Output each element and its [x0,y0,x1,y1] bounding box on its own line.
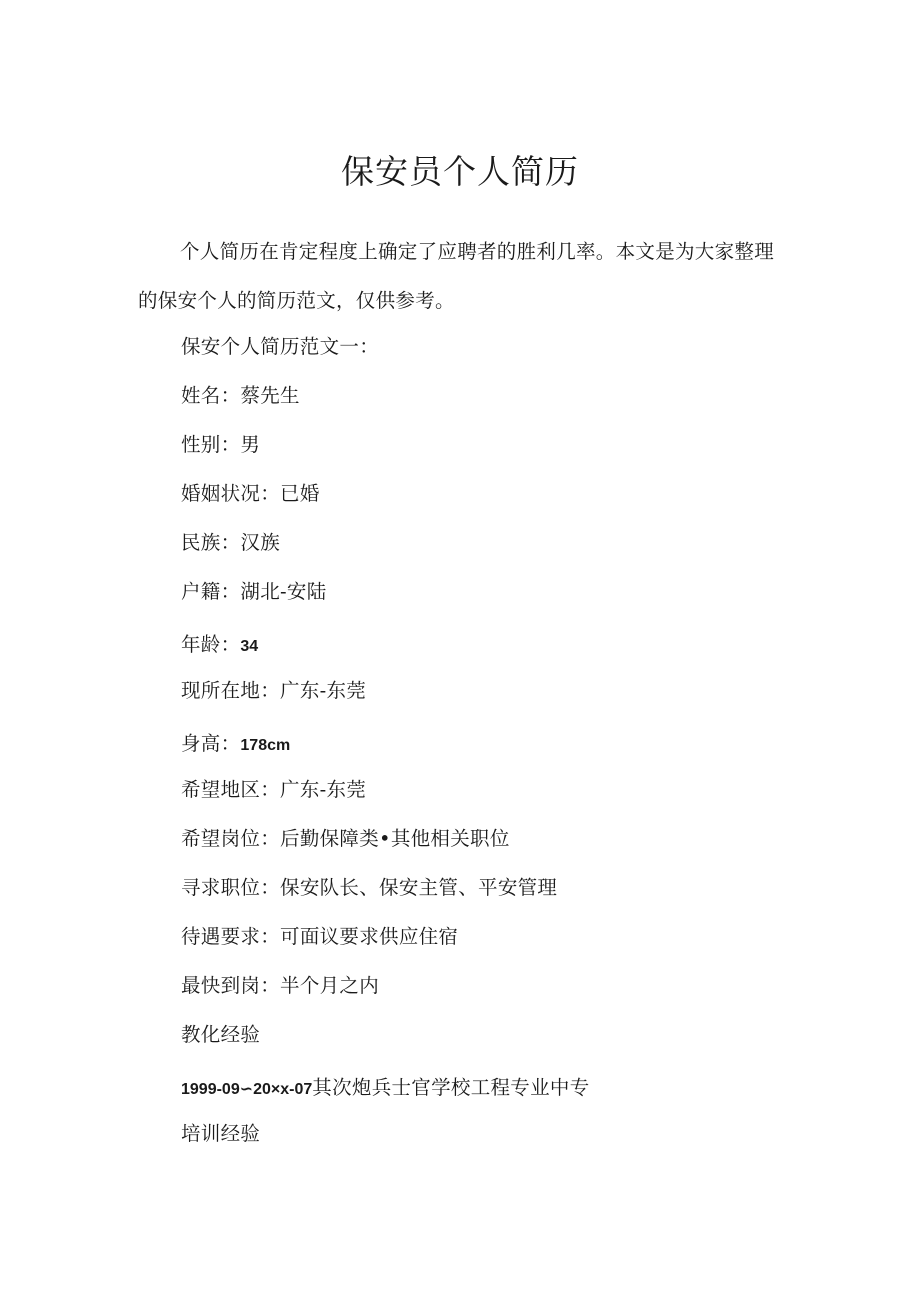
field-label: 最快到岗： [181,974,281,997]
sample-heading: 保安个人简历范文一： [181,335,380,358]
field-desired-area [181,774,366,802]
field-value: 汉族 [240,531,281,554]
field-label: 年龄： [181,633,241,656]
field-gender [181,429,260,457]
field-start [181,970,379,998]
education-dates: 1999-09∽20×x-07 [181,1081,313,1098]
field-value: 蔡先生 [240,384,300,407]
training-heading: 培训经验 [181,1122,261,1145]
field-name [181,380,300,408]
field-label: 寻求职位： [181,876,281,899]
field-label: 民族： [181,531,241,554]
field-value: 178cm [240,737,291,754]
field-location [181,675,366,703]
field-hukou [181,576,327,604]
field-value: 男 [240,433,261,456]
field-label: 户籍： [181,580,241,603]
field-label: 性别： [181,433,241,456]
field-value: 已婚 [280,482,320,505]
field-label: 希望地区： [181,778,281,801]
education-entry [181,1072,590,1100]
field-salary [181,921,458,949]
education-text: 其次炮兵士官学校工程专业中专 [312,1076,590,1099]
field-value: 广东-东莞 [280,778,367,801]
field-label: 现所在地： [181,679,281,702]
field-desired-post [181,823,510,851]
field-seeking [181,872,557,900]
field-label: 希望岗位： [181,827,281,850]
field-value: 后勤保障类•其他相关职位 [280,827,510,850]
field-label: 姓名： [181,384,241,407]
field-age [181,629,258,657]
field-label: 身高： [181,732,241,755]
intro-paragraph: 个人简历在肯定程度上确定了应聘者的胜利几率。本文是为大家整理的保安个人的简历范文，仅供参考。 [138,240,775,312]
field-label: 婚姻状况： [181,482,281,505]
field-value: 湖北-安陆 [240,580,327,603]
document-title: 保安员个人简历 [341,152,579,191]
field-value: 保安队长、保安主管、平安管理 [280,876,558,899]
education-heading: 教化经验 [181,1023,261,1046]
field-value: 34 [240,638,259,655]
field-height [181,728,290,756]
field-value: 半个月之内 [280,974,380,997]
field-marital [181,478,320,506]
field-label: 待遇要求： [181,925,281,948]
field-ethnicity [181,527,280,555]
field-value: 可面议要求供应住宿 [280,925,459,948]
field-value: 广东-东莞 [280,679,367,702]
